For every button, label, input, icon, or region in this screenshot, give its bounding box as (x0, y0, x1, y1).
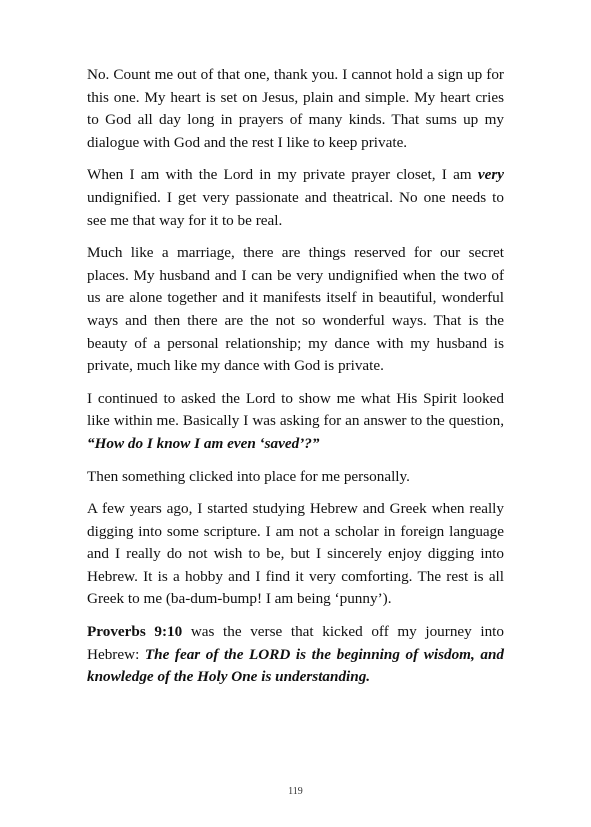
paragraph-7 (87, 621, 504, 689)
scripture-reference: Proverbs 9:10 (87, 623, 183, 641)
paragraph-4-question: “How do I know I am even ‘saved’?” (87, 434, 320, 452)
page-body (87, 64, 504, 699)
paragraph-6: A few years ago, I started studying Hebrew and Greek when really digging into some scripture. I am not a scholar in foreign language and I really do not wish to be, but I sincerely enjoy digging into Hebrew. It is a hobby and I find it very comforting. The rest is all Greek to me (ba-dum-bump! I am being ‘punny’). (87, 500, 504, 608)
paragraph-3: Much like a marriage, there are things reserved for our secret places. My husband and I can be very undignified when the two of us are alone together and it manifests itself in beautiful, wonderful ways and then there are the not so wonderful ways. That is the beauty of a personal relationship; my dance with my husband is private, much like my dance with God is private. (87, 244, 504, 375)
page-number: 119 (288, 786, 303, 797)
paragraph-5: Then something clicked into place for me personally. (87, 467, 410, 485)
scripture-quote: The fear of the LORD is the beginning of wisdom, and knowledge of the Holy One is understanding. (87, 645, 504, 686)
paragraph-4 (87, 388, 504, 456)
paragraph-2-text-a: When I am with the Lord in my private prayer closet, I am (87, 166, 478, 184)
paragraph-7-text: was the verse that kicked off my journey into Hebrew: (87, 623, 504, 663)
paragraph-2-emphasis: very (477, 166, 504, 184)
paragraph-4-text: I continued to asked the Lord to show me what His Spirit looked like within me. Basically I was asking for an answer to the question, (87, 389, 504, 430)
paragraph-2-text-b: undignified. I get very passionate and theatrical. No one needs to see me that way for it to be real. (87, 188, 504, 229)
paragraph-1: No. Count me out of that one, thank you. I cannot hold a sign up for this one. My heart is set on Jesus, plain and simple. My heart cries to God all day long in prayers of many kinds. That sums up my dialogue with God and the rest I like to keep private. (87, 66, 504, 151)
paragraph-2 (87, 164, 504, 232)
